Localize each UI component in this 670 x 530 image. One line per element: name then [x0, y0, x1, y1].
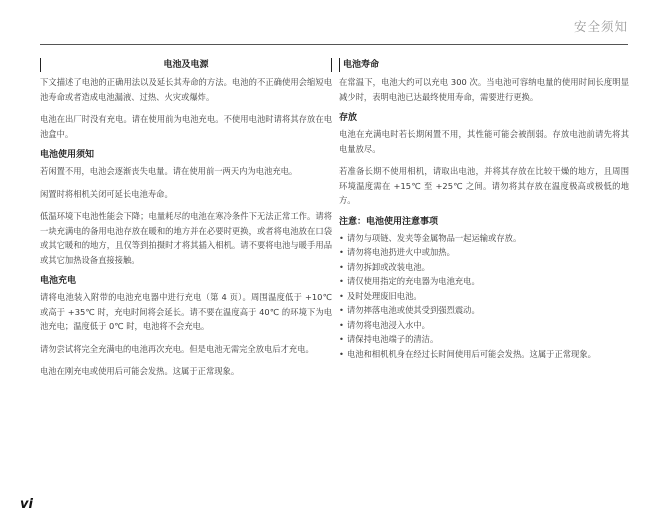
list-item: • 请保持电池端子的清洁。 [339, 332, 629, 347]
usage-paragraph-3: 低温环境下电池性能会下降；电量耗尽的电池在寒冷条件下无法正常工作。请将一块充满电的备用电池存放在暖和的地方并在必要时更换，或者将电池放在口袋或其它暖和的地方，且仅等到拍摄时才将其插入相机。请不要将电池与暖手用品或其它加热设备直接接触。 [40, 211, 332, 265]
storage-paragraph-2: 若准备长期不使用相机，请取出电池，并将其存放在比较干燥的地方，且周围环境温度需在 +15℃ 至 +25℃ 之间。请勿将其存放在温度极高或极低的地方。 [339, 166, 629, 205]
list-item: • 请勿将电池扔进火中或加热。 [339, 245, 629, 260]
header-title: 安全须知 [573, 19, 628, 34]
life-heading: 电池寿命 [343, 60, 380, 70]
header-divider [40, 44, 628, 45]
list-item: • 请勿拆卸或改装电池。 [339, 260, 629, 275]
charging-paragraph-1: 请将电池装入附带的电池充电器中进行充电（第 4 页）。周围温度低于 +10℃ 或高于 +35℃ 时，充电时间将会延长。请不要在温度高于 40℃ 的环境下为电池充电；温度低于 0℃ 时，电池将不会充电。 [40, 292, 332, 331]
charging-heading: 电池充电 [40, 276, 77, 286]
charging-paragraph-3: 电池在刚充电或使用后可能会发热。这属于正常现象。 [40, 366, 240, 376]
cautions-heading: 注意：电池使用注意事项 [339, 216, 439, 227]
list-item: • 电池和相机机身在经过长时间使用后可能会发热。这属于正常现象。 [339, 347, 629, 362]
charging-paragraph-2: 请勿尝试将完全充满电的电池再次充电。但是电池无需完全放电后才充电。 [40, 343, 314, 354]
life-paragraph: 在常温下，电池大约可以充电 300 次。当电池可容纳电量的使用时间长度明显减少时，表明电池已达最终使用寿命，需要进行更换。 [339, 77, 629, 102]
list-item: • 请勿将电池浸入水中。 [339, 318, 629, 333]
section-title: 电池及电源 [163, 60, 209, 70]
usage-heading: 电池使用须知 [40, 150, 95, 160]
section-title-box [40, 58, 332, 72]
cautions-list [339, 231, 629, 362]
left-column [40, 58, 332, 387]
usage-paragraph-1: 若闲置不用，电池会逐渐丧失电量。请在使用前一两天内为电池充电。 [40, 166, 298, 176]
list-item: • 请勿摔落电池或使其受到强烈震动。 [339, 303, 629, 318]
life-title-box [339, 58, 629, 72]
storage-heading: 存放 [339, 113, 358, 123]
shipping-charge-paragraph: 电池在出厂时没有充电。请在使用前为电池充电。不使用电池时请将其存放在电池盒中。 [40, 114, 332, 139]
list-item: • 及时处理废旧电池。 [339, 289, 629, 304]
intro-paragraph: 下文描述了电池的正确用法以及延长其寿命的方法。电池的不正确使用会缩短电池寿命或者造成电池漏液、过热、火灾或爆炸。 [40, 77, 332, 102]
storage-paragraph-1: 电池在充满电时若长期闲置不用，其性能可能会被削弱。存放电池前请先将其电量放尽。 [339, 129, 629, 154]
list-item: • 请仅使用指定的充电器为电池充电。 [339, 274, 629, 289]
usage-paragraph-2: 闲置时将相机关闭可延长电池寿命。 [40, 188, 173, 199]
list-item: • 请勿与项链、发夹等金属物品一起运输或存放。 [339, 231, 629, 246]
right-column [339, 58, 629, 361]
page-number: vi [20, 497, 33, 512]
